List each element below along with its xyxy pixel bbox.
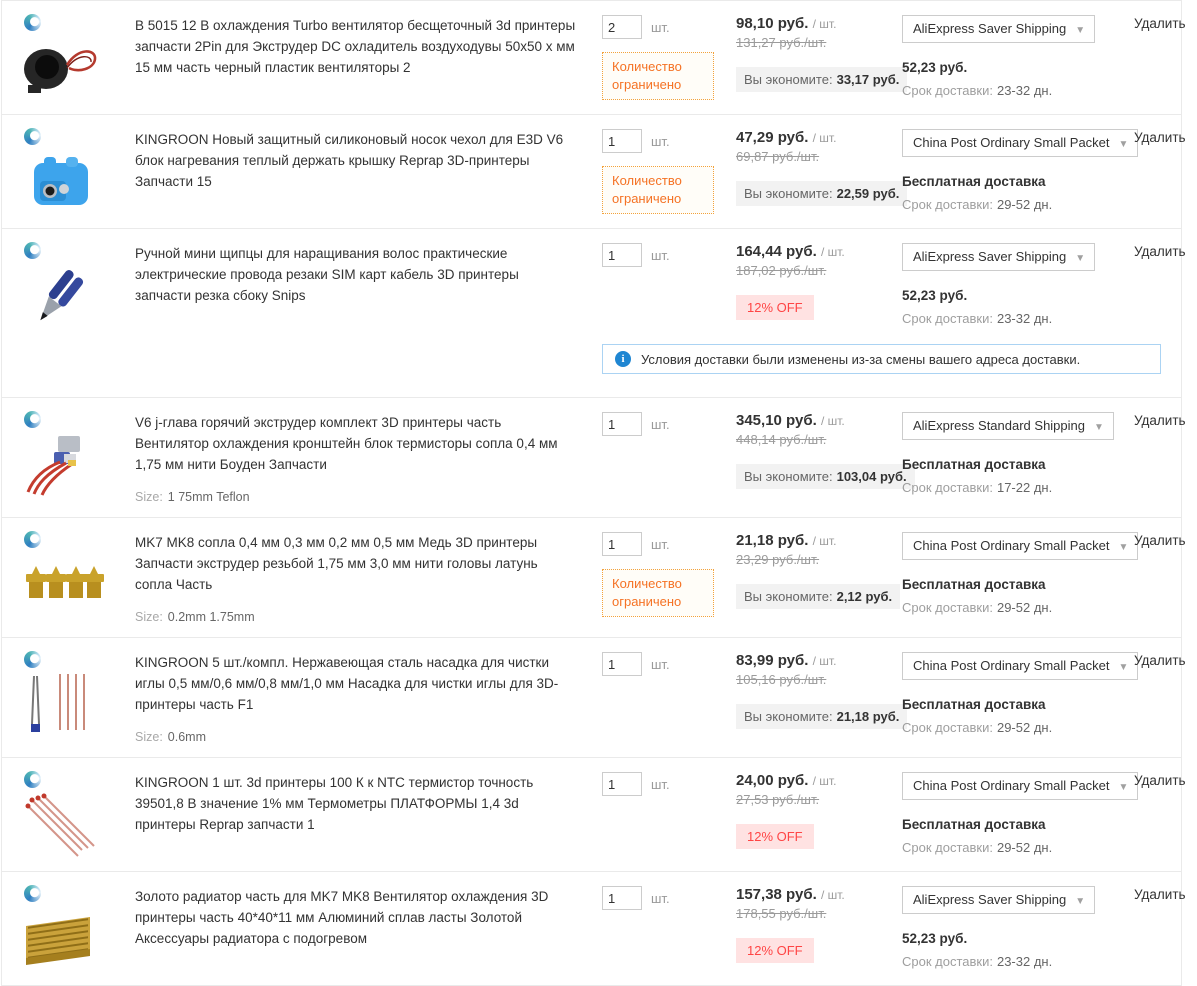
savings-label: Вы экономите: bbox=[744, 72, 833, 87]
savings-amount: 103,04 руб. bbox=[836, 469, 907, 484]
delete-button[interactable]: Удалить bbox=[1134, 887, 1186, 902]
product-title-link[interactable]: V6 j-глава горячий экструдер комплект 3D принтеры часть Вентилятор охлаждения кронштейн блок термисторы сопла 0,4 мм 1,75 мм нити Боуден Запчасти bbox=[135, 415, 558, 472]
product-title-link[interactable]: Золото радиатор часть для MK7 MK8 Вентилятор охлаждения 3D принтеры часть 40*40*11 мм Алюминий сплав ласты Золотой Аксессуары радиатора с подогревом bbox=[135, 889, 549, 946]
free-shipping-label: Бесплатная доставка bbox=[902, 697, 1046, 712]
unit-price: 47,29 руб. / шт. bbox=[736, 129, 837, 146]
unit-label: шт. bbox=[651, 890, 670, 906]
delete-column bbox=[1134, 651, 1197, 744]
delivery-label: Срок доставки: bbox=[902, 720, 993, 735]
per-unit-label: / шт. bbox=[812, 131, 837, 145]
product-column bbox=[20, 242, 602, 329]
quantity-row bbox=[602, 886, 736, 910]
product-column bbox=[20, 771, 602, 858]
shipping-method-select[interactable] bbox=[902, 15, 1095, 43]
price-column bbox=[736, 531, 902, 624]
per-unit-label: / шт. bbox=[820, 888, 845, 902]
delivery-time bbox=[902, 954, 1134, 969]
price-column bbox=[736, 14, 902, 101]
delivery-time bbox=[902, 197, 1134, 212]
product-image-column bbox=[20, 14, 116, 101]
chevron-down-icon: ▼ bbox=[1075, 253, 1086, 264]
shipping-changed-banner bbox=[602, 344, 1161, 374]
savings-label: Вы экономите: bbox=[744, 709, 833, 724]
quantity-limited-warning: Количество ограничено bbox=[602, 52, 714, 100]
old-price: 178,55 руб./шт. bbox=[736, 906, 827, 921]
quantity-column bbox=[602, 771, 736, 858]
nozzles-product-image[interactable] bbox=[20, 552, 104, 618]
banner-text: Условия доставки были изменены из-за смены вашего адреса доставки. bbox=[641, 351, 1081, 367]
delivery-value: 29-52 дн. bbox=[996, 720, 1053, 735]
unit-label: шт. bbox=[651, 19, 670, 35]
shipping-method-select[interactable] bbox=[902, 129, 1138, 157]
delete-button[interactable]: Удалить bbox=[1134, 533, 1186, 548]
quantity-row bbox=[602, 412, 736, 436]
chevron-down-icon: ▼ bbox=[1075, 896, 1086, 907]
cart-item-row bbox=[2, 115, 1186, 228]
delivery-time bbox=[902, 311, 1134, 326]
product-info bbox=[116, 651, 576, 744]
shipping-column bbox=[902, 411, 1134, 504]
delivery-value: 23-32 дн. bbox=[996, 954, 1053, 969]
shipping-method-select[interactable] bbox=[902, 652, 1138, 680]
hotend-product-image[interactable] bbox=[20, 432, 104, 498]
product-title-link[interactable]: MK7 MK8 сопла 0,4 мм 0,3 мм 0,2 мм 0,5 мм Медь 3D принтеры Запчасти экструдер резьбой 1,75 мм 3,0 мм нити головы латунь сопла Часть bbox=[135, 535, 538, 592]
product-column bbox=[20, 651, 602, 744]
delete-column bbox=[1134, 14, 1197, 101]
delete-column bbox=[1134, 531, 1197, 624]
unit-label: шт. bbox=[651, 656, 670, 672]
product-info bbox=[116, 771, 576, 858]
quantity-column bbox=[602, 651, 736, 744]
product-image-column bbox=[20, 651, 116, 744]
quantity-input[interactable] bbox=[602, 243, 642, 267]
product-info bbox=[116, 411, 576, 504]
price-column bbox=[736, 128, 902, 215]
old-price: 448,14 руб./шт. bbox=[736, 432, 827, 447]
product-size bbox=[135, 490, 576, 504]
cart-item-group bbox=[2, 0, 1186, 114]
unit-price: 345,10 руб. / шт. bbox=[736, 412, 845, 429]
delivery-value: 29-52 дн. bbox=[996, 197, 1053, 212]
product-size bbox=[135, 730, 576, 744]
unit-price: 157,38 руб. / шт. bbox=[736, 886, 845, 903]
delete-column bbox=[1134, 885, 1197, 972]
quantity-row bbox=[602, 15, 736, 39]
product-info bbox=[116, 128, 576, 215]
delete-column bbox=[1134, 242, 1197, 329]
cart-item-group bbox=[2, 871, 1186, 985]
product-size bbox=[135, 610, 576, 624]
shipping-method-value: AliExpress Saver Shipping bbox=[913, 892, 1067, 907]
free-shipping-label: Бесплатная доставка bbox=[902, 457, 1046, 472]
savings-label: Вы экономите: bbox=[744, 589, 833, 604]
store-logo-icon bbox=[24, 885, 41, 902]
unit-label: шт. bbox=[651, 776, 670, 792]
delivery-label: Срок доставки: bbox=[902, 311, 993, 326]
price-column bbox=[736, 885, 902, 972]
delivery-value: 29-52 дн. bbox=[996, 600, 1053, 615]
shipping-method-select[interactable] bbox=[902, 412, 1114, 440]
delete-column bbox=[1134, 128, 1197, 215]
savings-amount: 21,18 руб. bbox=[836, 709, 900, 724]
chevron-down-icon: ▼ bbox=[1075, 25, 1086, 36]
cart-item-row bbox=[2, 872, 1186, 985]
per-unit-label: / шт. bbox=[812, 17, 837, 31]
shipping-column bbox=[902, 128, 1134, 215]
savings-badge bbox=[736, 584, 900, 609]
quantity-input[interactable] bbox=[602, 652, 642, 676]
cart-item-row bbox=[2, 518, 1186, 637]
quantity-limited-warning: Количество ограничено bbox=[602, 569, 714, 617]
quantity-column bbox=[602, 531, 736, 624]
free-shipping-label: Бесплатная доставка bbox=[902, 817, 1046, 832]
savings-badge bbox=[736, 464, 915, 489]
quantity-column bbox=[602, 14, 736, 101]
cart-item-group bbox=[2, 757, 1186, 871]
unit-price: 164,44 руб. / шт. bbox=[736, 243, 845, 260]
unit-price: 83,99 руб. / шт. bbox=[736, 652, 837, 669]
savings-amount: 33,17 руб. bbox=[836, 72, 900, 87]
product-image-column bbox=[20, 771, 116, 858]
cleaning-needles-product-image[interactable] bbox=[20, 672, 104, 738]
cart-item-row bbox=[2, 1, 1186, 114]
unit-price: 21,18 руб. / шт. bbox=[736, 532, 837, 549]
delivery-label: Срок доставки: bbox=[902, 600, 993, 615]
delivery-time bbox=[902, 600, 1134, 615]
quantity-limited-warning: Количество ограничено bbox=[602, 166, 714, 214]
unit-label: шт. bbox=[651, 247, 670, 263]
quantity-column bbox=[602, 885, 736, 972]
product-image-column bbox=[20, 531, 116, 624]
store-logo-icon bbox=[24, 14, 41, 31]
discount-badge: 12% OFF bbox=[736, 824, 814, 849]
quantity-input[interactable] bbox=[602, 129, 642, 153]
free-shipping-label: Бесплатная доставка bbox=[902, 174, 1046, 189]
shipping-method-select[interactable] bbox=[902, 243, 1095, 271]
quantity-column bbox=[602, 411, 736, 504]
delivery-time bbox=[902, 840, 1134, 855]
product-column bbox=[20, 128, 602, 215]
size-value: 1 75mm Teflon bbox=[167, 490, 250, 504]
discount-badge: 12% OFF bbox=[736, 938, 814, 963]
cart-item-row bbox=[2, 398, 1186, 517]
shipping-column bbox=[902, 771, 1134, 858]
delete-column bbox=[1134, 771, 1197, 858]
delivery-time bbox=[902, 83, 1134, 98]
quantity-input[interactable] bbox=[602, 886, 642, 910]
shipping-method-value: AliExpress Saver Shipping bbox=[913, 21, 1067, 36]
quantity-input[interactable] bbox=[602, 15, 642, 39]
cart-items-list bbox=[1, 0, 1186, 986]
store-logo-icon bbox=[24, 771, 41, 788]
delete-button[interactable]: Удалить bbox=[1134, 244, 1186, 259]
cart-item-row bbox=[2, 229, 1186, 342]
shipping-method-value: China Post Ordinary Small Packet bbox=[913, 135, 1110, 150]
heatsink-product-image[interactable] bbox=[20, 906, 104, 972]
cart-item-group bbox=[2, 637, 1186, 757]
savings-label: Вы экономите: bbox=[744, 186, 833, 201]
quantity-row bbox=[602, 243, 736, 267]
delete-button[interactable]: Удалить bbox=[1134, 130, 1186, 145]
shipping-method-select[interactable] bbox=[902, 886, 1095, 914]
shipping-column bbox=[902, 651, 1134, 744]
product-title-link[interactable]: В 5015 12 В охлаждения Turbo вентилятор бесщеточный 3d принтеры запчасти 2Pin для Экструдер DC охладитель воздуходувы 50x50 x мм 15 мм часть черный пластик вентиляторы 2 bbox=[135, 18, 576, 75]
savings-badge bbox=[736, 67, 907, 92]
product-image-column bbox=[20, 411, 116, 504]
old-price: 187,02 руб./шт. bbox=[736, 263, 827, 278]
shipping-column bbox=[902, 531, 1134, 624]
delivery-value: 29-52 дн. bbox=[996, 840, 1053, 855]
product-title-link[interactable]: KINGROON 1 шт. 3d принтеры 100 К к NTC термистор точность 39501,8 В значение 1% мм Термометры ПЛАТФОРМЫ 1,4 3d принтеры Reprap запчасти 1 bbox=[135, 775, 534, 832]
chevron-down-icon: ▼ bbox=[1118, 542, 1129, 553]
unit-price: 98,10 руб. / шт. bbox=[736, 15, 837, 32]
shipping-method-value: China Post Ordinary Small Packet bbox=[913, 778, 1110, 793]
quantity-input[interactable] bbox=[602, 412, 642, 436]
per-unit-label: / шт. bbox=[820, 414, 845, 428]
delete-button[interactable]: Удалить bbox=[1134, 413, 1186, 428]
per-unit-label: / шт. bbox=[820, 245, 845, 259]
cart-item-group bbox=[2, 114, 1186, 228]
old-price: 69,87 руб./шт. bbox=[736, 149, 820, 164]
size-label: Size: bbox=[135, 610, 163, 624]
unit-label: шт. bbox=[651, 133, 670, 149]
quantity-input[interactable] bbox=[602, 772, 642, 796]
info-icon: i bbox=[615, 351, 631, 367]
product-column bbox=[20, 14, 602, 101]
delivery-time bbox=[902, 480, 1134, 495]
store-logo-icon bbox=[24, 531, 41, 548]
price-column bbox=[736, 771, 902, 858]
pliers-product-image[interactable] bbox=[20, 263, 104, 329]
chevron-down-icon: ▼ bbox=[1094, 422, 1104, 433]
product-column bbox=[20, 531, 602, 624]
size-label: Size: bbox=[135, 490, 163, 504]
product-info bbox=[116, 885, 576, 972]
savings-label: Вы экономите: bbox=[744, 469, 833, 484]
quantity-column bbox=[602, 128, 736, 215]
size-value: 0.6mm bbox=[167, 730, 206, 744]
shipping-column bbox=[902, 885, 1134, 972]
quantity-row bbox=[602, 772, 736, 796]
shipping-method-value: China Post Ordinary Small Packet bbox=[913, 658, 1110, 673]
chevron-down-icon: ▼ bbox=[1118, 662, 1129, 673]
store-logo-icon bbox=[24, 128, 41, 145]
fan-product-image[interactable] bbox=[20, 35, 104, 101]
chevron-down-icon: ▼ bbox=[1118, 782, 1129, 793]
price-column bbox=[736, 242, 902, 329]
cart-item-group bbox=[2, 228, 1186, 374]
savings-amount: 22,59 руб. bbox=[836, 186, 900, 201]
shipping-method-select[interactable] bbox=[902, 532, 1138, 560]
store-logo-icon bbox=[24, 651, 41, 668]
shipping-method-select[interactable] bbox=[902, 772, 1138, 800]
delete-column bbox=[1134, 411, 1197, 504]
shipping-cost: 52,23 руб. bbox=[902, 60, 968, 75]
per-unit-label: / шт. bbox=[812, 534, 837, 548]
discount-badge: 12% OFF bbox=[736, 295, 814, 320]
quantity-row bbox=[602, 652, 736, 676]
delivery-label: Срок доставки: bbox=[902, 954, 993, 969]
shipping-column bbox=[902, 242, 1134, 329]
delivery-label: Срок доставки: bbox=[902, 480, 993, 495]
old-price: 27,53 руб./шт. bbox=[736, 792, 820, 807]
old-price: 131,27 руб./шт. bbox=[736, 35, 827, 50]
product-info bbox=[116, 531, 576, 624]
shipping-method-value: China Post Ordinary Small Packet bbox=[913, 538, 1110, 553]
size-value: 0.2mm 1.75mm bbox=[167, 610, 255, 624]
old-price: 105,16 руб./шт. bbox=[736, 672, 827, 687]
product-title-link[interactable]: Ручной мини щипцы для наращивания волос практические электрические провода резаки SIM карт кабель 3D принтеры запчасти резка сбоку Snips bbox=[135, 246, 519, 303]
per-unit-label: / шт. bbox=[812, 654, 837, 668]
old-price: 23,29 руб./шт. bbox=[736, 552, 820, 567]
shipping-cost: 52,23 руб. bbox=[902, 931, 968, 946]
cart-item-row bbox=[2, 638, 1186, 757]
quantity-row bbox=[602, 129, 736, 153]
price-column bbox=[736, 411, 907, 504]
savings-amount: 2,12 руб. bbox=[836, 589, 893, 604]
delivery-label: Срок доставки: bbox=[902, 840, 993, 855]
price-column bbox=[736, 651, 902, 744]
product-info bbox=[116, 242, 576, 329]
product-column bbox=[20, 885, 602, 972]
chevron-down-icon: ▼ bbox=[1118, 139, 1129, 150]
delete-button[interactable]: Удалить bbox=[1134, 773, 1186, 788]
quantity-row bbox=[602, 532, 736, 556]
product-image-column bbox=[20, 128, 116, 215]
product-image-column bbox=[20, 242, 116, 329]
quantity-input[interactable] bbox=[602, 532, 642, 556]
size-label: Size: bbox=[135, 730, 163, 744]
unit-label: шт. bbox=[651, 416, 670, 432]
savings-badge bbox=[736, 704, 907, 729]
product-info bbox=[116, 14, 576, 101]
store-logo-icon bbox=[24, 242, 41, 259]
savings-badge bbox=[736, 181, 907, 206]
product-image-column bbox=[20, 885, 116, 972]
shipping-cost: 52,23 руб. bbox=[902, 288, 968, 303]
cart-item-group bbox=[2, 517, 1186, 637]
delivery-label: Срок доставки: bbox=[902, 83, 993, 98]
delivery-value: 17-22 дн. bbox=[996, 480, 1053, 495]
product-title-link[interactable]: KINGROON 5 шт./компл. Нержавеющая сталь насадка для чистки иглы 0,5 мм/0,6 мм/0,8 мм/1,0 мм Насадка для чистки иглы для 3D-принтеры часть F1 bbox=[135, 655, 559, 712]
shipping-column bbox=[902, 14, 1134, 101]
silicone-sock-product-image[interactable] bbox=[20, 149, 104, 215]
delivery-value: 23-32 дн. bbox=[996, 311, 1053, 326]
unit-label: шт. bbox=[651, 536, 670, 552]
shipping-method-value: AliExpress Saver Shipping bbox=[913, 249, 1067, 264]
thermistor-product-image[interactable] bbox=[20, 792, 104, 858]
delivery-time bbox=[902, 720, 1134, 735]
unit-price: 24,00 руб. / шт. bbox=[736, 772, 837, 789]
delivery-value: 23-32 дн. bbox=[996, 83, 1053, 98]
delete-button[interactable]: Удалить bbox=[1134, 16, 1186, 31]
free-shipping-label: Бесплатная доставка bbox=[902, 577, 1046, 592]
delete-button[interactable]: Удалить bbox=[1134, 653, 1186, 668]
shipping-method-value: AliExpress Standard Shipping bbox=[913, 418, 1085, 433]
product-title-link[interactable]: KINGROON Новый защитный силиконовый носок чехол для E3D V6 блок нагревания теплый держать крышку Reprap 3D-принтеры Запчасти 15 bbox=[135, 132, 564, 189]
cart-item-group bbox=[2, 397, 1186, 517]
product-column bbox=[20, 411, 602, 504]
cart-item-row bbox=[2, 758, 1186, 871]
per-unit-label: / шт. bbox=[812, 774, 837, 788]
delivery-label: Срок доставки: bbox=[902, 197, 993, 212]
quantity-column bbox=[602, 242, 736, 329]
store-logo-icon bbox=[24, 411, 41, 428]
